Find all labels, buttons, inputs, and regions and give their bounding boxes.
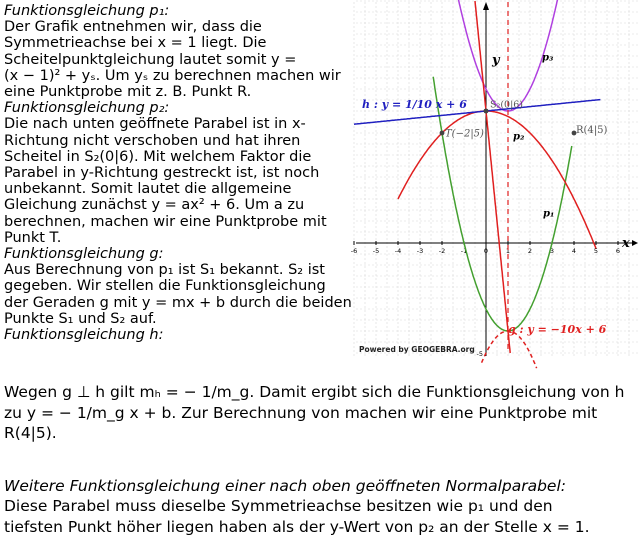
text-line: Scheitel in S₂(0|6). Mit welchem Faktor die [4,148,312,165]
text-line: gegeben. Wir stellen die Funktionsgleichung [4,278,326,295]
text-line: zu y = − 1/m_g x + b. Zur Berechnung von machen wir eine Punktprobe mit [4,403,598,422]
point-marker [484,109,489,114]
y-tick-label: -5 [476,350,483,358]
y-axis-arrow [483,2,489,10]
x-tick-label: -3 [416,247,424,255]
bottom-text [4,382,640,537]
x-tick-label: 0 [483,247,489,255]
x-tick-label: 4 [571,247,577,255]
paragraph-g [4,262,356,327]
heading-p1: Funktionsgleichung p₁: [4,3,170,19]
x-tick-label: -1 [460,247,468,255]
text-line: Diese Parabel muss dieselbe Symmetrieachse besitzen wie p₁ und den [4,497,553,515]
text-line: Gleichung zunächst y = ax² + 6. Um a zu [4,197,305,214]
function-graph [350,2,638,358]
text-line: Richtung nicht verschoben und hat ihren [4,132,301,149]
point-marker [440,131,445,136]
text-line: berechnen, machen wir eine Punktprobe mit [4,213,327,230]
text-line: eine Punktprobe mit z. B. Punkt R. [4,84,252,101]
text-line: Scheitelpunktgleichung lautet somit y = [4,51,297,68]
text-line: Parabel in y-Richtung gestreckt ist, ist noch [4,165,320,182]
text-line: Symmetrieachse bei x = 1 liegt. Die [4,35,267,52]
y-axis-label: y [492,53,500,68]
label-g_eq: g : y = −10x + 6 [508,323,607,337]
heading-p2: Funktionsgleichung p₂: [4,100,170,117]
text-line: Punkte S₁ und S₂ auf. [4,310,157,327]
text-line: Aus Berechnung von p₁ ist S₁ bekannt. S₂ ist [4,262,325,279]
x-tick-label: 1 [505,247,511,255]
x-axis-arrow [632,240,638,246]
text-line: (x − 1)² + yₛ. Um yₛ zu berechnen machen wir [4,67,341,84]
text-line: Punkt T. [4,229,62,246]
x-tick-label: 5 [593,247,599,255]
geogebra-credit: Powered by GEOGEBRA.org [359,345,475,354]
x-tick-label: 3 [549,247,555,255]
heading-g: Funktionsgleichung g: [4,246,164,263]
label-h_eq: h : y = 1/10 x + 6 [362,97,467,111]
paragraph-p1 [4,19,356,100]
text-line: der Geraden g mit y = mx + b durch die beiden [4,294,352,311]
x-tick-label: -2 [438,247,446,255]
label-T: T(−2|5) [445,128,484,140]
label-p3: p₃ [542,52,554,64]
x-axis-label: x [622,236,630,251]
label-R: R(4|5) [576,125,608,136]
paragraph-p2 [4,116,356,246]
label-S2: S₂(0|6) [490,99,524,111]
heading-extra: Weitere Funktionsgleichung einer nach oben geöffneten Normalparabel: [4,476,566,495]
x-tick-label: 2 [527,247,533,255]
text-line: tiefsten Punkt höher liegen haben als der y-Wert von p₂ an der Stelle x = 1. [4,517,590,536]
text-line: Wegen g ⊥ h gilt mₕ = − 1/m_g. Damit ergibt sich die Funktionsgleichung von h [4,383,625,401]
heading-h: Funktionsgleichung h: [4,327,164,344]
text-line: R(4|5). [4,424,57,442]
text-line: Der Grafik entnehmen wir, dass die [4,19,262,36]
curves [354,0,600,368]
explanation-column [4,3,356,343]
x-tick-label: 6 [615,247,621,255]
text-line: unbekannt. Somit lautet die allgemeine [4,181,292,198]
text-line: Die nach unten geöffnete Parabel ist in x- [4,116,306,133]
x-tick-label: -6 [350,247,358,255]
label-p1: p₁ [543,208,555,220]
x-tick-label: -4 [394,247,402,255]
x-tick-label: -5 [372,247,380,255]
label-p2: p₂ [513,131,525,143]
